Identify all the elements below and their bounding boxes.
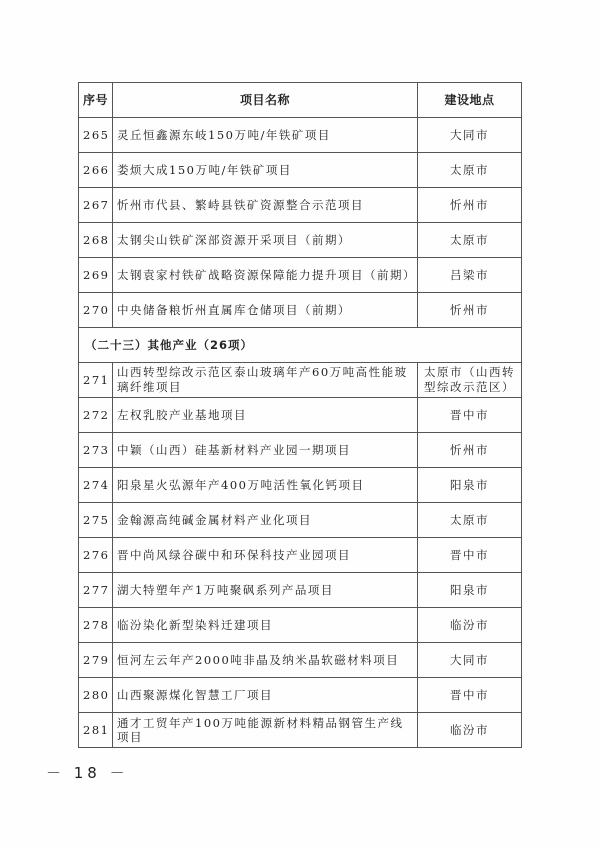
row-project-name: 阳泉星火弘源年产400万吨活性氧化钙项目 [113,468,418,503]
row-project-name: 太钢尖山铁矿深部资源开采项目（前期） [113,223,418,258]
table-row [79,433,522,468]
row-number: 265 [79,118,113,153]
table-row [79,538,522,573]
row-number: 280 [79,678,113,713]
row-location: 大同市 [418,643,522,678]
row-location: 晋中市 [418,678,522,713]
row-project-name: 中颖（山西）硅基新材料产业园一期项目 [113,433,418,468]
row-project-name: 左权乳胶产业基地项目 [113,398,418,433]
table-header-row [79,83,522,118]
row-project-name: 山西聚源煤化智慧工厂项目 [113,678,418,713]
row-location: 大同市 [418,118,522,153]
row-location: 阳泉市 [418,468,522,503]
table-row [79,293,522,328]
row-number: 279 [79,643,113,678]
row-project-name: 湖大特塑年产1万吨聚砜系列产品项目 [113,573,418,608]
row-project-name: 临汾染化新型染料迁建项目 [113,608,418,643]
row-location: 太原市 [418,503,522,538]
table-row [79,503,522,538]
row-number: 268 [79,223,113,258]
row-location: 太原市 [418,153,522,188]
header-location: 建设地点 [418,83,522,118]
table-row [79,398,522,433]
table-row [79,713,522,748]
row-number: 267 [79,188,113,223]
row-project-name: 忻州市代县、繁峙县铁矿资源整合示范项目 [113,188,418,223]
table-row [79,608,522,643]
row-location: 临汾市 [418,608,522,643]
table-row [79,573,522,608]
section-title: （二十三）其他产业（26项） [79,328,522,363]
row-project-name: 晋中尚风绿谷碳中和环保科技产业园项目 [113,538,418,573]
row-project-name: 金翰源高纯碱金属材料产业化项目 [113,503,418,538]
row-number: 269 [79,258,113,293]
row-number: 275 [79,503,113,538]
row-project-name: 灵丘恒鑫源东岐150万吨/年铁矿项目 [113,118,418,153]
row-location: 忻州市 [418,188,522,223]
table-row [79,678,522,713]
row-project-name: 娄烦大成150万吨/年铁矿项目 [113,153,418,188]
table-row [79,118,522,153]
row-project-name: 山西转型综改示范区泰山玻璃年产60万吨高性能玻璃纤维项目 [113,363,418,398]
table-row [79,468,522,503]
row-number: 270 [79,293,113,328]
row-number: 274 [79,468,113,503]
table-row [79,363,522,398]
table-row [79,258,522,293]
row-number: 277 [79,573,113,608]
row-location: 吕梁市 [418,258,522,293]
row-number: 273 [79,433,113,468]
row-number: 278 [79,608,113,643]
row-location: 临汾市 [418,713,522,748]
row-location: 忻州市 [418,433,522,468]
row-number: 272 [79,398,113,433]
header-project-name: 项目名称 [113,83,418,118]
table-row [79,223,522,258]
row-project-name: 恒河左云年产2000吨非晶及纳米晶软磁材料项目 [113,643,418,678]
row-number: 271 [79,363,113,398]
row-number: 266 [79,153,113,188]
row-location: 阳泉市 [418,573,522,608]
row-location: 太原市 [418,223,522,258]
row-project-name: 中央储备粮忻州直属库仓储项目（前期） [113,293,418,328]
row-location: 晋中市 [418,538,522,573]
row-project-name: 通才工贸年产100万吨能源新材料精品钢管生产线项目 [113,713,418,748]
row-location: 晋中市 [418,398,522,433]
page-number: － 18 － [46,764,129,782]
section-header-row [79,328,522,363]
projects-table [78,82,522,748]
table-row [79,153,522,188]
table-row [79,643,522,678]
row-location: 太原市（山西转型综改示范区） [418,363,522,398]
header-number: 序号 [79,83,113,118]
row-project-name: 太钢袁家村铁矿战略资源保障能力提升项目（前期） [113,258,418,293]
row-number: 276 [79,538,113,573]
table-row [79,188,522,223]
row-number: 281 [79,713,113,748]
row-location: 忻州市 [418,293,522,328]
